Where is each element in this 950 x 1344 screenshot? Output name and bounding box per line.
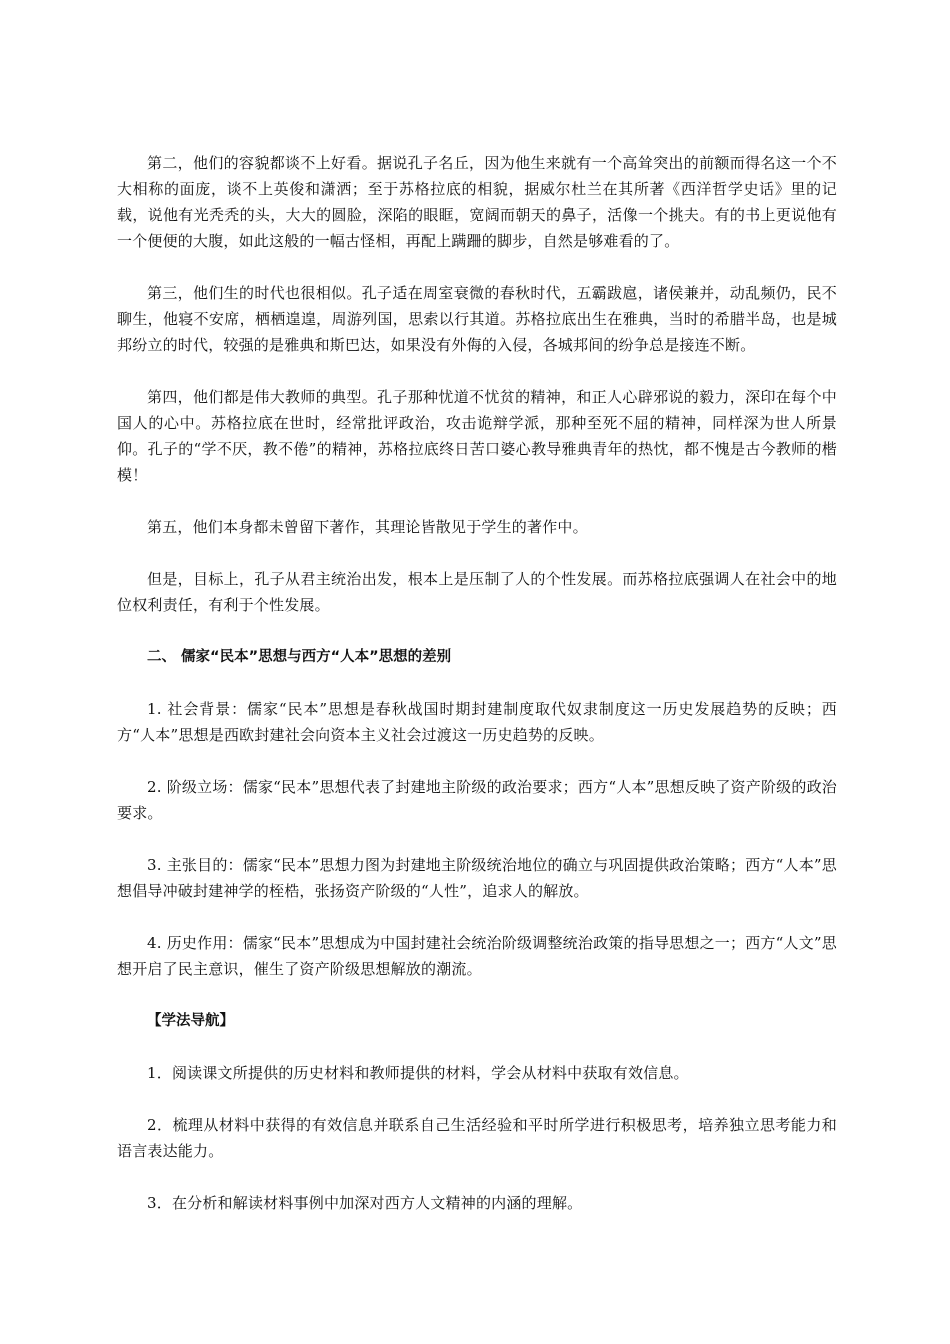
section-heading-study-guide: 【学法导航】 xyxy=(147,1013,234,1029)
guide-item-3: 3．在分析和解读材料事例中加深对西方人文精神的内涵的理解。 xyxy=(147,1194,583,1212)
list-item-purpose: 3. 主张目的：儒家“民本”思想力图为封建地主阶级统治地位的确立与巩固提供政治策略；西方“人本”思想倡导冲破封建神学的桎梏，张扬资产阶级的“人性”，追求人的解放。 xyxy=(117,856,837,900)
list-item-historical-role: 4. 历史作用：儒家“民本”思想成为中国封建社会统治阶级调整统治政策的指导思想之一；西方“人文”思想开启了民主意识，催生了资产阶级思想解放的潮流。 xyxy=(117,934,837,978)
list-item-class-stance: 2. 阶级立场：儒家“民本”思想代表了封建地主阶级的政治要求；西方“人本”思想反映了资产阶级的政治要求。 xyxy=(117,778,837,822)
document-page xyxy=(117,150,837,1216)
paragraph-third: 第三，他们生的时代也很相似。孔子适在周室衰微的春秋时代，五霸跋扈，诸侯兼并，动乱频仍，民不聊生，他寝不安席，栖栖遑遑，周游列国，思索以行其道。苏格拉底出生在雅典，当时的希腊半岛，也是城邦纷立的时代，较强的是雅典和斯巴达，如果没有外侮的入侵，各城邦间的纷争总是接连不断。 xyxy=(117,284,837,354)
paragraph-fourth: 第四，他们都是伟大教师的典型。孔子那种忧道不忧贫的精神，和正人心辟邪说的毅力，深印在每个中国人的心中。苏格拉底在世时，经常批评政治，攻击诡辩学派，那种至死不屈的精神，同样深为世人所景仰。孔子的“学不厌，教不倦”的精神，苏格拉底终日苦口婆心教导雅典青年的热忱，都不愧是古今教师的楷模！ xyxy=(117,388,837,484)
section-heading-differences: 二、 儒家“民本”思想与西方“人本”思想的差别 xyxy=(147,649,452,665)
list-item-social-background: 1. 社会背景：儒家“民本”思想是春秋战国时期封建制度取代奴隶制度这一历史发展趋势的反映；西方“人本”思想是西欧封建社会向资本主义社会过渡这一历史趋势的反映。 xyxy=(117,700,837,744)
paragraph-fifth: 第五，他们本身都未曾留下著作，其理论皆散见于学生的著作中。 xyxy=(147,518,588,536)
paragraph-however: 但是，目标上，孔子从君主统治出发，根本上是压制了人的个性发展。而苏格拉底强调人在社会中的地位权利责任，有利于个性发展。 xyxy=(117,570,837,614)
guide-item-2: 2．梳理从材料中获得的有效信息并联系自己生活经验和平时所学进行积极思考，培养独立思考能力和语言表达能力。 xyxy=(117,1116,837,1160)
guide-item-1: 1．阅读课文所提供的历史材料和教师提供的材料，学会从材料中获取有效信息。 xyxy=(147,1064,689,1082)
paragraph-second: 第二，他们的容貌都谈不上好看。据说孔子名丘，因为他生来就有一个高耸突出的前额而得名这一个不大相称的面庞，谈不上英俊和潇洒；至于苏格拉底的相貌，据威尔杜兰在其所著《西洋哲学史话》里的记载，说他有光秃秃的头，大大的圆脸，深陷的眼眶，宽阔而朝天的鼻子，活像一个挑夫。有的书上更说他有一个便便的大腹，如此这般的一幅古怪相，再配上蹒跚的脚步，自然是够难看的了。 xyxy=(117,154,837,250)
